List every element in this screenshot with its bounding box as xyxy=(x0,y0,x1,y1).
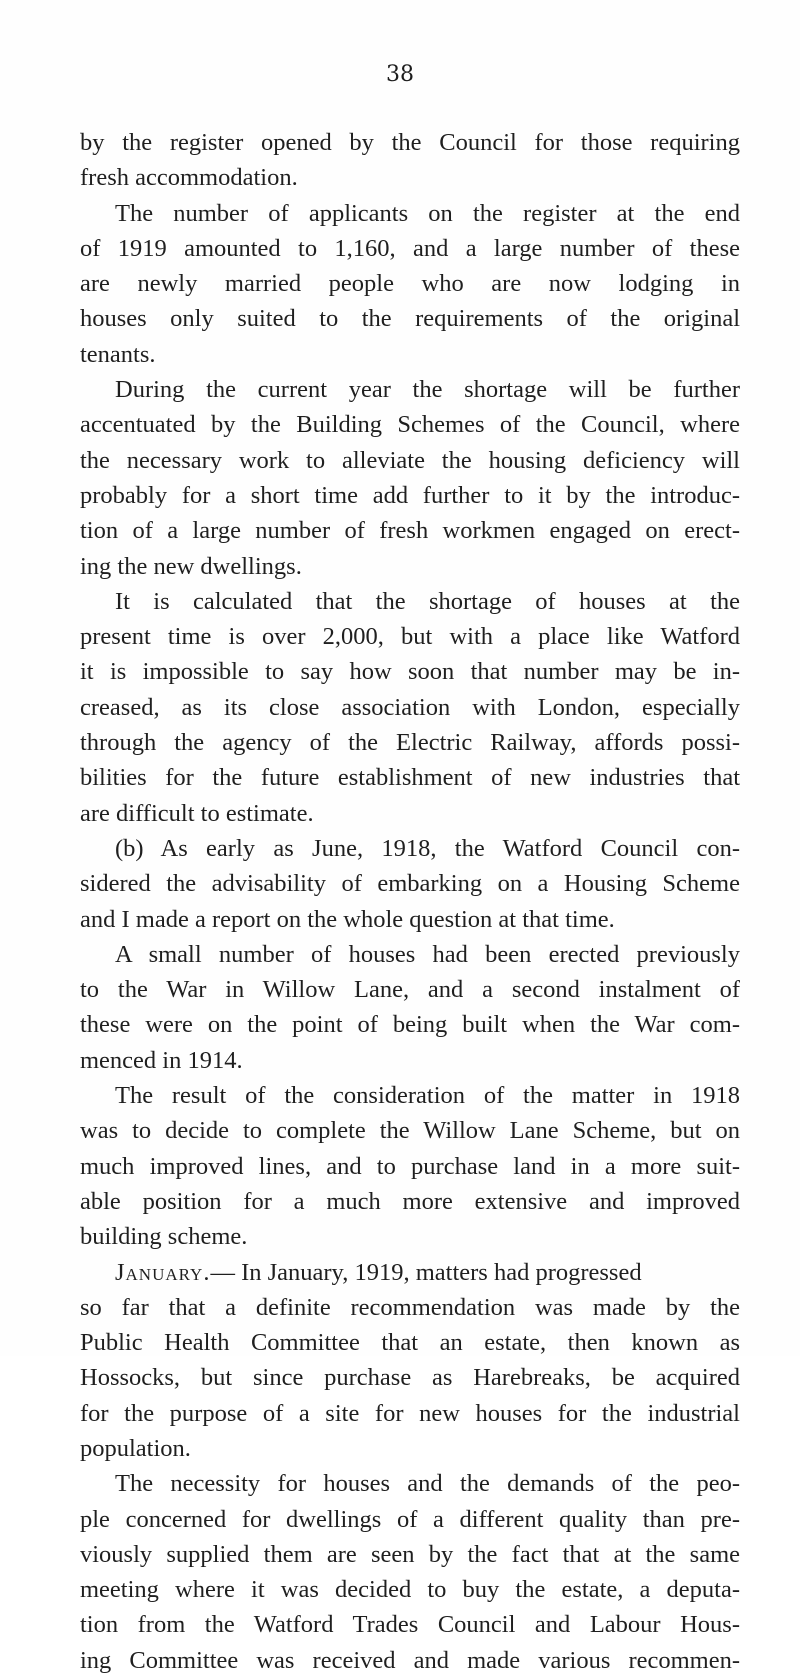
text-line: menced in 1914. xyxy=(80,1046,243,1074)
text-line: tenants. xyxy=(80,340,156,368)
text-line: are newly married people who are now lodging in xyxy=(80,270,740,298)
text-line: It is calculated that the shortage of houses at the xyxy=(115,587,740,615)
text-line: Hossocks, but since purchase as Harebreaks, be acquired xyxy=(80,1364,740,1392)
text-line: to the War in Willow Lane, and a second instalment of xyxy=(80,976,740,1004)
text-line: creased, as its close association with London, especially xyxy=(80,693,740,721)
text-line: by the register opened by the Council for those requiring xyxy=(80,129,740,156)
body-text xyxy=(80,125,740,1678)
text-line: accentuated by the Building Schemes of the Council, where xyxy=(80,411,740,439)
text-line: these were on the point of being built when the War com- xyxy=(80,1011,740,1039)
text-line: The number of applicants on the register at the end xyxy=(115,199,740,227)
text-line: ple concerned for dwellings of a different quality than pre- xyxy=(80,1505,740,1533)
text-line: During the current year the shortage will be further xyxy=(115,376,740,404)
text-line: it is impossible to say how soon that number may be in- xyxy=(80,658,740,686)
text-line: are difficult to estimate. xyxy=(80,799,314,827)
text-line: sidered the advisability of embarking on a Housing Scheme xyxy=(80,870,740,898)
text-line: (b) As early as June, 1918, the Watford Council con- xyxy=(115,834,740,862)
text-line: of 1919 amounted to 1,160, and a large number of these xyxy=(80,234,740,262)
text-line: probably for a short time add further to it by the introduc- xyxy=(80,481,740,509)
text-line: the necessary work to alleviate the housing deficiency will xyxy=(80,446,740,474)
text-line: ing the new dwellings. xyxy=(80,552,302,580)
page-number: 38 xyxy=(386,62,414,87)
text-line: houses only suited to the requirements of the original xyxy=(80,305,740,333)
text-line: meeting where it was decided to buy the estate, a deputa- xyxy=(80,1576,740,1604)
text-line: A small number of houses had been erected previously xyxy=(115,940,740,968)
text-line: Public Health Committee that an estate, then known as xyxy=(80,1329,740,1357)
text-line-continuation: — In January, 1919, matters had progressed xyxy=(210,1258,642,1286)
text-line: building scheme. xyxy=(80,1223,248,1251)
text-line: tion of a large number of fresh workmen engaged on erect- xyxy=(80,517,740,545)
text-line: through the agency of the Electric Railway, affords possi- xyxy=(80,729,740,757)
text-line: The result of the consideration of the matter in 1918 xyxy=(115,1082,740,1110)
text-line: much improved lines, and to purchase land in a more suit- xyxy=(80,1152,740,1180)
text-line xyxy=(80,1255,740,1290)
text-line: for the purpose of a site for new houses for the industrial xyxy=(80,1399,740,1427)
text-line: was to decide to complete the Willow Lane Scheme, but on xyxy=(80,1117,740,1145)
text-line: The necessity for houses and the demands of the peo- xyxy=(115,1470,740,1498)
text-line: able position for a much more extensive and improved xyxy=(80,1187,740,1215)
text-line: viously supplied them are seen by the fact that at the same xyxy=(80,1540,740,1568)
text-line: tion from the Watford Trades Council and Labour Hous- xyxy=(80,1611,740,1639)
text-line: ing Committee was received and made various recommen- xyxy=(80,1646,740,1674)
text-line: fresh accommodation. xyxy=(80,164,298,192)
text-line: and I made a report on the whole question at that time. xyxy=(80,905,615,933)
text-line: bilities for the future establishment of new industries that xyxy=(80,764,740,792)
text-line: so far that a definite recommendation was made by the xyxy=(80,1293,740,1321)
text-line: population. xyxy=(80,1434,191,1462)
text-line: present time is over 2,000, but with a place like Watford xyxy=(80,623,740,651)
side-heading-january: January. xyxy=(115,1258,211,1286)
